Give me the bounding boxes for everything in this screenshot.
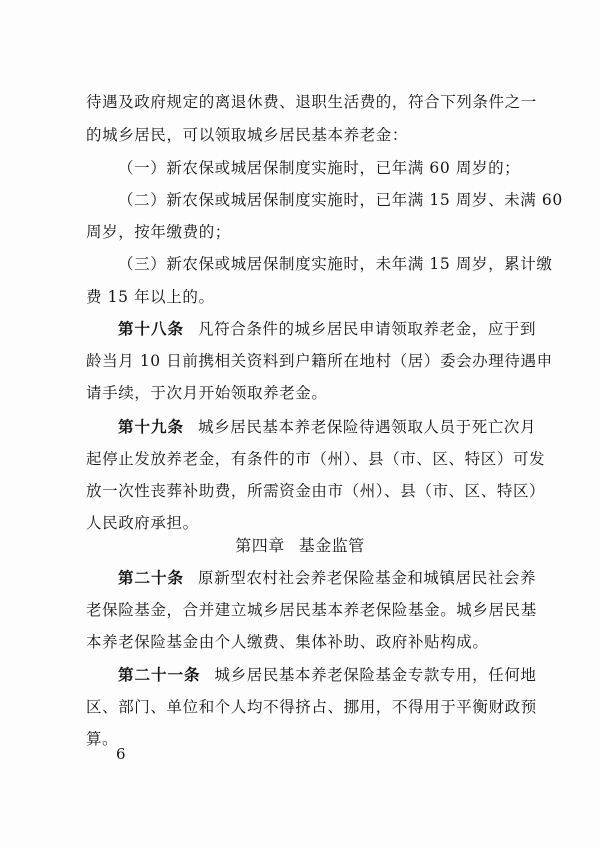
article-18-line: 请手续，于次月开始领取养老金。 — [86, 384, 328, 402]
chapter-number: 第四章 — [235, 536, 285, 555]
article-21-line: 算。 — [86, 730, 119, 748]
paragraph-line: 的城乡居民，可以领取城乡居民基本养老金： — [86, 126, 409, 144]
article-21-line: 区、部门、单位和个人均不得挤占、挪用，不得用于平衡财政预 — [86, 698, 537, 716]
condition-item-2-cont: 周岁，按年缴费的； — [86, 223, 231, 241]
page-number: 6 — [116, 745, 126, 763]
article-20-line: 老保险基金，合并建立城乡居民基本养老保险基金。城乡居民基 — [86, 601, 537, 619]
article-18-line: 龄当月 10 日前携相关资料到户籍所在地村（居）委会办理待遇申 — [86, 352, 553, 370]
article-20-line: 本养老保险基金由个人缴费、集体补助、政府补贴构成。 — [86, 633, 489, 651]
article-21-heading: 第二十一条 — [118, 665, 201, 684]
article-19-line: 放一次性丧葬补助费，所需资金由市（州）、县（市、区、特区） — [86, 482, 546, 500]
condition-item-3-cont: 费 15 年以上的。 — [86, 288, 215, 306]
article-19-heading: 第十九条 — [118, 417, 185, 436]
article-19-first-line — [118, 417, 536, 437]
paragraph-line: 待遇及政府规定的离退休费、退职生活费的，符合下列条件之一 — [86, 93, 537, 111]
article-21-text: 城乡居民基本养老保险基金专款专用，任何地 — [214, 666, 537, 684]
article-20-first-line — [118, 568, 536, 588]
article-21-first-line — [118, 665, 537, 685]
article-19-line: 起停止发放养老金，有条件的市（州）、县（市、区、特区）可发 — [86, 450, 546, 468]
condition-item-1: （一）新农保或城居保制度实施时，已年满 60 周岁的； — [118, 159, 521, 177]
chapter-title: 基金监管 — [298, 536, 365, 555]
article-18-heading: 第十八条 — [118, 319, 185, 338]
chapter-heading — [0, 536, 600, 556]
condition-item-2: （二）新农保或城居保制度实施时，已年满 15 周岁、未满 60 — [118, 191, 563, 209]
article-20-heading: 第二十条 — [118, 568, 185, 587]
article-20-text: 原新型农村社会养老保险基金和城镇居民社会养 — [198, 569, 537, 587]
article-18-first-line — [118, 319, 536, 339]
article-19-line: 人民政府承担。 — [86, 514, 199, 532]
condition-item-3: （三）新农保或城居保制度实施时，未年满 15 周岁，累计缴 — [118, 255, 553, 273]
article-18-text: 凡符合条件的城乡居民申请领取养老金，应于到 — [198, 320, 537, 338]
article-19-text: 城乡居民基本养老保险待遇领取人员于死亡次月 — [198, 418, 537, 436]
